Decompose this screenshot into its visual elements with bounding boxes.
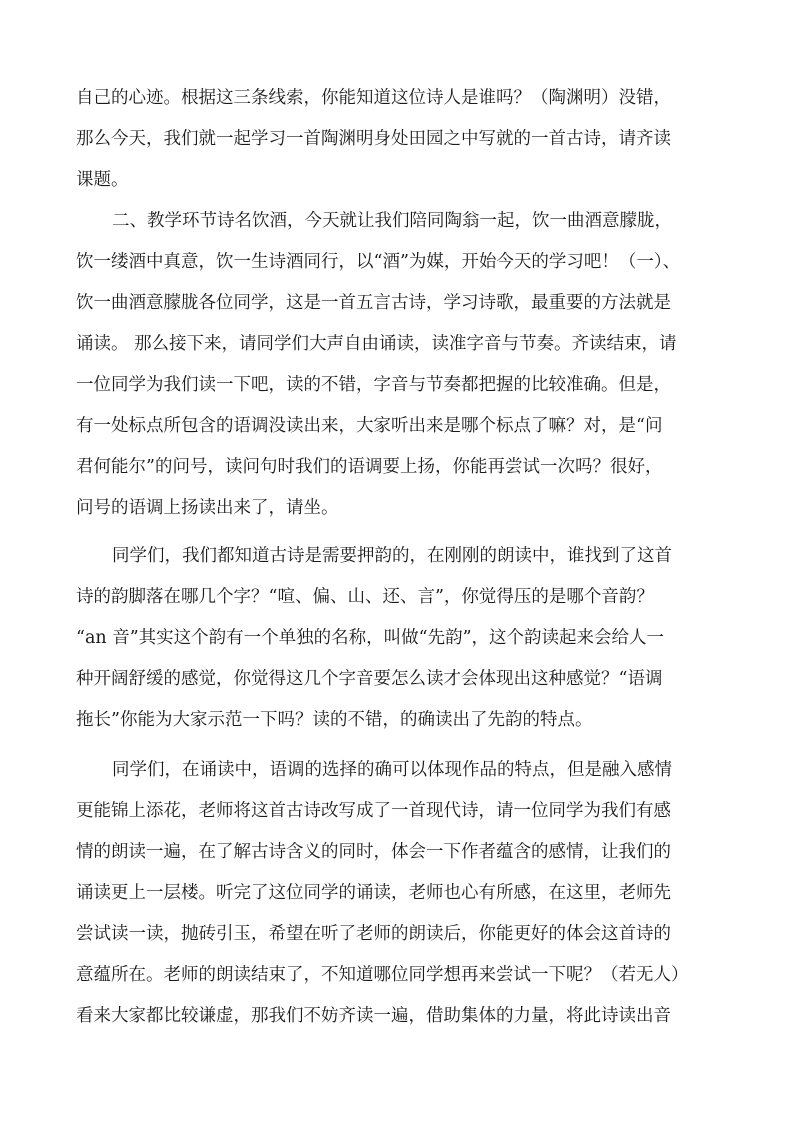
text-line: 诗的韵脚落在哪几个字？“喧、偏、山、还、言”，你觉得压的是哪个音韵？ xyxy=(76,587,654,607)
text-line: 看来大家都比较谦虚，那我们不妨齐读一遍，借助集体的力量，将此诗读出音 xyxy=(76,1006,671,1026)
text-line: 更能锦上添花，老师将这首古诗改写成了一首现代诗，请一位同学为我们有感 xyxy=(76,801,671,821)
text-line: 那么今天，我们就一起学习一首陶渊明身处田园之中写就的一首古诗，请齐读 xyxy=(76,129,671,149)
text-line: 自己的心迹。根据这三条线索，你能知道这位诗人是谁吗？（陶渊明）没错， xyxy=(76,88,671,108)
text-line: 一位同学为我们读一下吧，读的不错，字音与节奏都把握的比较准确。但是， xyxy=(76,375,671,395)
text-line: 诵读。 那么接下来，请同学们大声自由诵读，读准字音与节奏。齐读结束，请 xyxy=(76,334,677,354)
paragraph-start-line: 同学们，我们都知道古诗是需要押韵的，在刚刚的朗读中，谁找到了这首 xyxy=(112,546,672,566)
paragraph-start-line: 同学们，在诵读中，语调的选择的确可以体现作品的特点，但是融入感情 xyxy=(112,760,672,780)
text-line: 种开阔舒缓的感觉，你觉得这几个字音要怎么读才会体现出这种感觉？“语调 xyxy=(76,669,663,689)
text-line: “an 音”其实这个韵有一个单独的名称，叫做“先韵”，这个韵读起来会给人一 xyxy=(76,628,665,648)
text-line: 饮一曲酒意朦胧各位同学，这是一首五言古诗，学习诗歌，最重要的方法就是 xyxy=(76,293,671,313)
text-line: 有一处标点所包含的语调没读出来，大家听出来是哪个标点了嘛？对，是“问 xyxy=(76,416,663,436)
text-line: 饮一缕酒中真意，饮一生诗酒同行，以“酒”为媒，开始今天的学习吧！（一）、 xyxy=(76,252,681,272)
text-line: 尝试读一读，抛砖引玉，希望在听了老师的朗读后，你能更好的体会这首诗的 xyxy=(76,924,671,944)
text-line: 君何能尔”的问号，读问句时我们的语调要上扬，你能再尝试一次吗？很好， xyxy=(76,457,663,477)
text-line: 问号的语调上扬读出来了，请坐。 xyxy=(76,498,339,518)
text-line: 诵读更上一层楼。听完了这位同学的诵读，老师也心有所感，在这里，老师先 xyxy=(76,883,671,903)
paragraph-start-line: 二、教学环节诗名饮酒，今天就让我们陪同陶翁一起，饮一曲酒意朦胧， xyxy=(112,211,672,231)
text-line: 情的朗读一遍，在了解古诗含义的同时，体会一下作者蕴含的感情，让我们的 xyxy=(76,842,671,862)
text-line: 意蕴所在。老师的朗读结束了，不知道哪位同学想再来尝试一下呢？（若无人） xyxy=(76,965,689,985)
text-line: 拖长”你能为大家示范一下吗？读的不错，的确读出了先韵的特点。 xyxy=(76,710,593,730)
text-line: 课题。 xyxy=(76,170,129,190)
